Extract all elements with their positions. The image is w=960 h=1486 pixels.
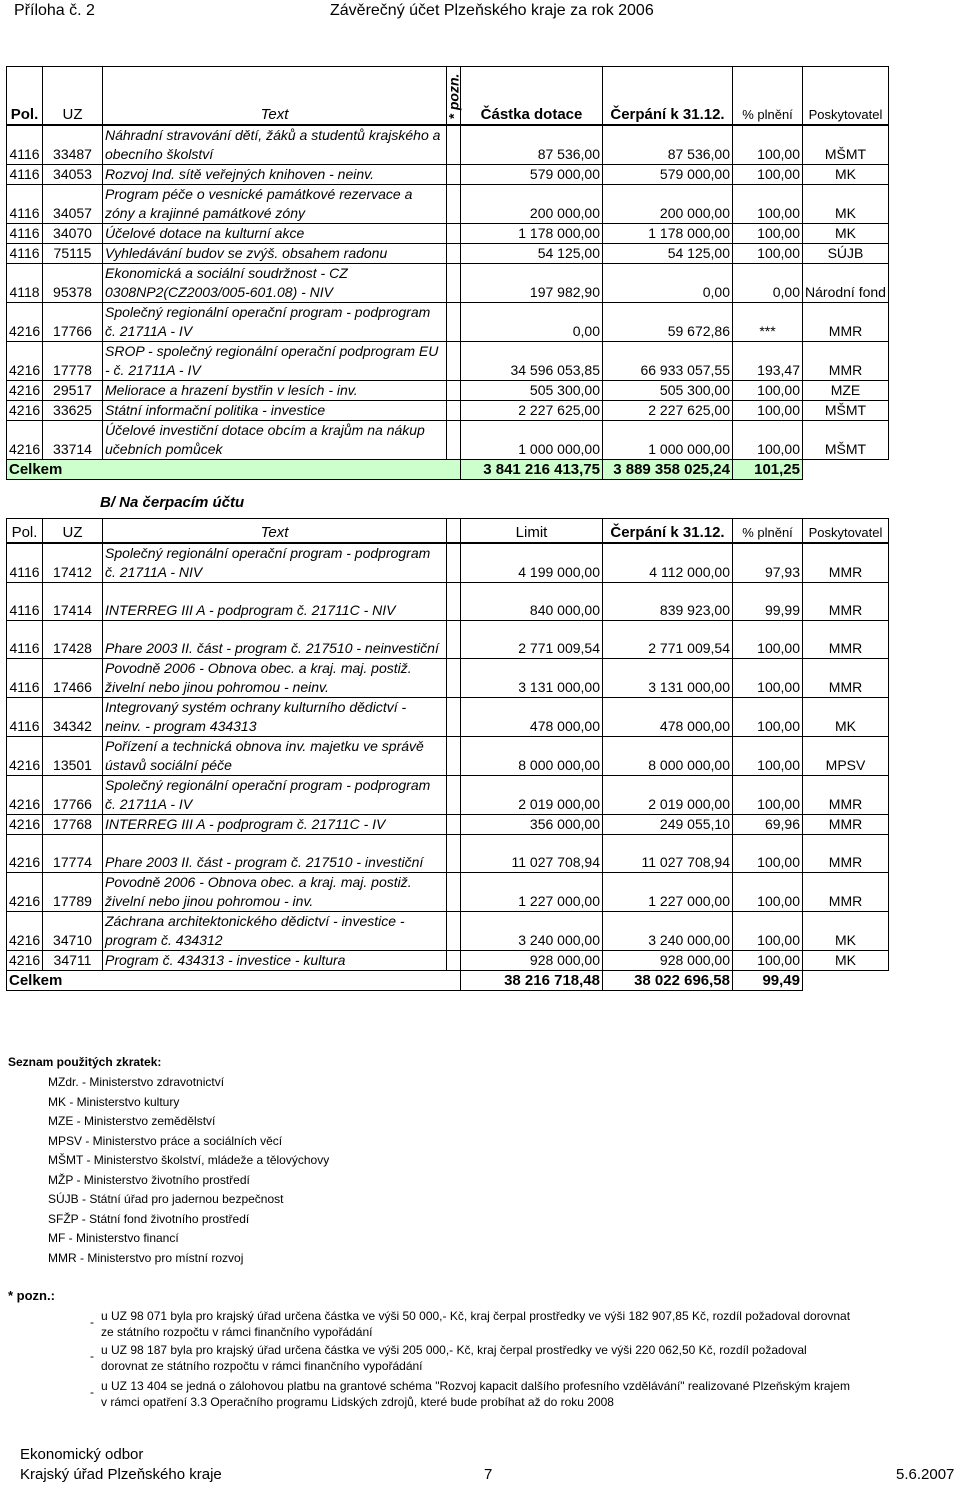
total-label: Celkem — [7, 459, 461, 479]
cell-pozn — [447, 125, 461, 165]
cell-poskytovatel: MZE — [803, 380, 889, 400]
cell-pol: 4116 — [7, 659, 43, 698]
cell-uz: 29517 — [43, 380, 103, 400]
cell-blank — [447, 737, 461, 776]
table-row — [7, 815, 889, 835]
table-row — [7, 184, 889, 223]
note-line: v rámci opatření 3.3 Operačního programu Lidských zdrojů, které bude probíhat až do roku 2008 — [101, 1395, 614, 1409]
note-line: dorovnat ze státního rozpočtu v rámci finančního vypořádání — [101, 1359, 423, 1373]
cell-poskytovatel: MK — [803, 951, 889, 971]
cell-cerpani: 2 019 000,00 — [603, 776, 733, 815]
cell-text: Meliorace a hrazení bystřin v lesích - inv. — [103, 380, 447, 400]
cell-uz: 33487 — [43, 125, 103, 165]
abbreviation-item: MF - Ministerstvo financí — [48, 1231, 179, 1245]
table-row — [7, 243, 889, 263]
cell-limit: 2 019 000,00 — [461, 776, 603, 815]
cell-pol: 4116 — [7, 184, 43, 223]
abbreviation-item: SFŽP - Státní fond životního prostředí — [48, 1211, 250, 1226]
cell-pozn — [447, 263, 461, 302]
table-dotace — [6, 66, 889, 480]
col-plneni: % plnění — [733, 67, 803, 125]
cell-pol: 4216 — [7, 737, 43, 776]
cell-uz: 34070 — [43, 223, 103, 243]
cell-cerpani: 54 125,00 — [603, 243, 733, 263]
table-row — [7, 621, 889, 659]
cell-blank — [447, 815, 461, 835]
cell-castka: 200 000,00 — [461, 184, 603, 223]
cell-castka: 34 596 053,85 — [461, 341, 603, 380]
cell-cerpani: 3 131 000,00 — [603, 659, 733, 698]
cell-pol: 4116 — [7, 243, 43, 263]
cell-text: Společný regionální operační program - podprogram č. 21711A - NIV — [103, 543, 447, 583]
cell-plneni: 100,00 — [733, 420, 803, 459]
cell-plneni: 100,00 — [733, 737, 803, 776]
cell-cerpani: 200 000,00 — [603, 184, 733, 223]
abbreviation-item: MPSV - Ministerstvo práce a sociálních věcí — [48, 1133, 283, 1148]
abbreviation-item: MŽP - Ministerstvo životního prostředí — [48, 1172, 250, 1187]
cell-plneni: 100,00 — [733, 621, 803, 659]
cell-blank — [447, 543, 461, 583]
cell-limit: 2 771 009,54 — [461, 621, 603, 659]
table-row — [7, 263, 889, 302]
cell-poskytovatel: MMR — [803, 583, 889, 621]
section-b-title: B/ Na čerpacím účtu — [100, 494, 245, 511]
cell-limit: 3 131 000,00 — [461, 659, 603, 698]
cell-plneni: 100,00 — [733, 243, 803, 263]
cell-poskytovatel: MMR — [803, 621, 889, 659]
col-plneni: % plnění — [733, 519, 803, 543]
cell-pol: 4216 — [7, 302, 43, 341]
col-poskytovatel: Poskytovatel — [803, 67, 889, 125]
cell-poskytovatel: MMR — [803, 835, 889, 873]
col-castka: Částka dotace — [461, 67, 603, 125]
cell-castka: 1 178 000,00 — [461, 223, 603, 243]
cell-plneni: 69,96 — [733, 815, 803, 835]
note-line: ze státního rozpočtu v rámci finančního vypořádání — [101, 1325, 373, 1339]
cell-poskytovatel: SÚJB — [803, 243, 889, 263]
cell-text: INTERREG III A - podprogram č. 21711C - IV — [103, 815, 447, 835]
cell-limit: 3 240 000,00 — [461, 912, 603, 951]
cell-poskytovatel: Národní fond — [803, 263, 889, 302]
col-pol: Pol. — [7, 67, 43, 125]
cell-poskytovatel: MK — [803, 184, 889, 223]
table-row — [7, 164, 889, 184]
cell-limit: 478 000,00 — [461, 698, 603, 737]
cell-plneni: 100,00 — [733, 659, 803, 698]
cell-poskytovatel: MK — [803, 223, 889, 243]
cell-cerpani: 59 672,86 — [603, 302, 733, 341]
cell-cerpani: 505 300,00 — [603, 380, 733, 400]
cell-plneni: 100,00 — [733, 698, 803, 737]
cell-pol: 4118 — [7, 263, 43, 302]
table-row — [7, 835, 889, 873]
cell-cerpani: 928 000,00 — [603, 951, 733, 971]
cell-uz: 17466 — [43, 659, 103, 698]
table-row — [7, 583, 889, 621]
cell-plneni: 193,47 — [733, 341, 803, 380]
total-plneni: 101,25 — [733, 459, 803, 479]
cell-pol: 4116 — [7, 543, 43, 583]
col-uz: UZ — [43, 519, 103, 543]
cell-pol: 4216 — [7, 912, 43, 951]
note-bullet: - — [90, 1315, 94, 1329]
cell-uz: 17774 — [43, 835, 103, 873]
cell-plneni: 100,00 — [733, 951, 803, 971]
cell-uz: 17428 — [43, 621, 103, 659]
cell-poskytovatel: MK — [803, 698, 889, 737]
cell-uz: 13501 — [43, 737, 103, 776]
abbreviation-item: MŠMT - Ministerstvo školství, mládeže a tělovýchovy — [48, 1153, 330, 1167]
cell-castka: 197 982,90 — [461, 263, 603, 302]
abbreviation-item: SÚJB - Státní úřad pro jadernou bezpečnost — [48, 1192, 284, 1206]
cell-blank — [447, 621, 461, 659]
cell-poskytovatel: MMR — [803, 341, 889, 380]
cell-pol: 4216 — [7, 400, 43, 420]
cell-castka: 0,00 — [461, 302, 603, 341]
cell-poskytovatel: MPSV — [803, 737, 889, 776]
cell-limit: 928 000,00 — [461, 951, 603, 971]
cell-text: Vyhledávání budov se zvýš. obsahem radonu — [103, 243, 447, 263]
cell-plneni: 99,99 — [733, 583, 803, 621]
cell-pozn — [447, 223, 461, 243]
cell-cerpani: 11 027 708,94 — [603, 835, 733, 873]
cell-pol: 4216 — [7, 776, 43, 815]
footer-date: 5.6.2007 — [896, 1466, 955, 1483]
cell-uz: 17768 — [43, 815, 103, 835]
cell-cerpani: 66 933 057,55 — [603, 341, 733, 380]
table-row — [7, 659, 889, 698]
cell-plneni: 100,00 — [733, 835, 803, 873]
col-pozn: * pozn. — [447, 67, 461, 125]
abbreviation-item: MZdr. - Ministerstvo zdravotnictví — [48, 1075, 225, 1089]
cell-cerpani: 579 000,00 — [603, 164, 733, 184]
cell-castka: 2 227 625,00 — [461, 400, 603, 420]
cell-blank — [447, 659, 461, 698]
cell-pol: 4216 — [7, 835, 43, 873]
abbreviation-item: MK - Ministerstvo kultury — [48, 1094, 180, 1109]
note-line: u UZ 13 404 se jedná o zálohovou platbu na grantové schéma "Rozvoj kapacit dalšího profesního vzdělávání" realizované Plzeňským krajem — [101, 1379, 850, 1393]
cell-cerpani: 1 227 000,00 — [603, 873, 733, 912]
cell-text: SROP - společný regionální operační podprogram EU - č. 21711A - IV — [103, 341, 447, 380]
cell-poskytovatel: MK — [803, 912, 889, 951]
cell-plneni: 100,00 — [733, 400, 803, 420]
cell-pol: 4116 — [7, 621, 43, 659]
cell-pozn — [447, 341, 461, 380]
table-row — [7, 776, 889, 815]
table-row — [7, 341, 889, 380]
col-poskytovatel: Poskytovatel — [803, 519, 889, 543]
cell-cerpani: 249 055,10 — [603, 815, 733, 835]
cell-cerpani: 3 240 000,00 — [603, 912, 733, 951]
cell-plneni: 100,00 — [733, 912, 803, 951]
cell-text: Pořízení a technická obnova inv. majetku ve správě ústavů sociální péče — [103, 737, 447, 776]
cell-pol: 4216 — [7, 380, 43, 400]
page-number: 7 — [484, 1466, 493, 1483]
cell-plneni: 100,00 — [733, 380, 803, 400]
cell-text: Účelové investiční dotace obcím a krajům na nákup učebních pomůcek — [103, 420, 447, 459]
cell-uz: 34053 — [43, 164, 103, 184]
table-row — [7, 420, 889, 459]
cell-uz: 34342 — [43, 698, 103, 737]
cell-castka: 1 000 000,00 — [461, 420, 603, 459]
total-empty — [803, 459, 889, 479]
cell-pozn — [447, 380, 461, 400]
cell-uz: 95378 — [43, 263, 103, 302]
cell-cerpani: 8 000 000,00 — [603, 737, 733, 776]
cell-limit: 11 027 708,94 — [461, 835, 603, 873]
cell-poskytovatel: MMR — [803, 776, 889, 815]
cell-text: Phare 2003 II. část - program č. 217510 - investiční — [103, 835, 447, 873]
table-row — [7, 951, 889, 971]
cell-plneni: 100,00 — [733, 873, 803, 912]
cell-cerpani: 478 000,00 — [603, 698, 733, 737]
cell-text: Povodně 2006 - Obnova obec. a kraj. maj. postiž. živelní nebo jinou pohromou - neinv. — [103, 659, 447, 698]
cell-pol: 4116 — [7, 583, 43, 621]
attachment-label: Příloha č. 2 — [14, 2, 95, 19]
table-row — [7, 400, 889, 420]
cell-pozn — [447, 243, 461, 263]
cell-uz: 33714 — [43, 420, 103, 459]
cell-poskytovatel: MŠMT — [803, 125, 889, 165]
cell-text: Záchrana architektonického dědictví - investice - program č. 434312 — [103, 912, 447, 951]
footer-office: Krajský úřad Plzeňského kraje — [20, 1466, 222, 1483]
cell-pozn — [447, 302, 461, 341]
cell-cerpani: 1 178 000,00 — [603, 223, 733, 243]
table-cerpaci-ucet — [6, 518, 889, 991]
abbreviations-title: Seznam použitých zkratek: — [8, 1055, 162, 1069]
cell-text: Integrovaný systém ochrany kulturního dědictví - neinv. - program 434313 — [103, 698, 447, 737]
cell-poskytovatel: MMR — [803, 543, 889, 583]
table-row — [7, 698, 889, 737]
col-uz: UZ — [43, 67, 103, 125]
col-cerpani: Čerpání k 31.12. — [603, 67, 733, 125]
total-label: Celkem — [7, 971, 461, 991]
cell-poskytovatel: MMR — [803, 302, 889, 341]
cell-pol: 4216 — [7, 420, 43, 459]
cell-poskytovatel: MMR — [803, 659, 889, 698]
cell-plneni: 100,00 — [733, 184, 803, 223]
cell-blank — [447, 951, 461, 971]
col-limit: Limit — [461, 519, 603, 543]
cell-uz: 34057 — [43, 184, 103, 223]
table-row — [7, 543, 889, 583]
cell-pozn — [447, 400, 461, 420]
cell-cerpani: 2 227 625,00 — [603, 400, 733, 420]
cell-plneni: 100,00 — [733, 223, 803, 243]
cell-uz: 17789 — [43, 873, 103, 912]
cell-text: Státní informační politika - investice — [103, 400, 447, 420]
cell-text: Povodně 2006 - Obnova obec. a kraj. maj. postiž. živelní nebo jinou pohromou - inv. — [103, 873, 447, 912]
cell-poskytovatel: MK — [803, 164, 889, 184]
cell-plneni: 97,93 — [733, 543, 803, 583]
cell-uz: 33625 — [43, 400, 103, 420]
cell-cerpani: 87 536,00 — [603, 125, 733, 165]
cell-pozn — [447, 164, 461, 184]
table-row — [7, 223, 889, 243]
cell-limit: 4 199 000,00 — [461, 543, 603, 583]
table-row — [7, 912, 889, 951]
cell-pol: 4116 — [7, 164, 43, 184]
cell-limit: 1 227 000,00 — [461, 873, 603, 912]
table-row — [7, 125, 889, 165]
cell-pozn — [447, 420, 461, 459]
cell-plneni: *** — [733, 302, 803, 341]
cell-uz: 17766 — [43, 302, 103, 341]
table-row — [7, 737, 889, 776]
cell-text: Společný regionální operační program - podprogram č. 21711A - IV — [103, 302, 447, 341]
cell-blank — [447, 583, 461, 621]
total-empty — [803, 971, 889, 991]
col-text: Text — [103, 67, 447, 125]
footer-department: Ekonomický odbor — [20, 1446, 144, 1463]
cell-limit: 356 000,00 — [461, 815, 603, 835]
note-line: u UZ 98 187 byla pro krajský úřad určena částka ve výši 205 000,- Kč, kraj čerpal prostředky ve výši 220 062,50 Kč, rozdíl požadoval — [101, 1343, 807, 1357]
document-title: Závěrečný účet Plzeňského kraje za rok 2006 — [330, 2, 654, 19]
cell-uz: 75115 — [43, 243, 103, 263]
total-row — [7, 971, 889, 991]
cell-blank — [447, 873, 461, 912]
cell-poskytovatel: MŠMT — [803, 400, 889, 420]
col-pol: Pol. — [7, 519, 43, 543]
cell-poskytovatel: MMR — [803, 815, 889, 835]
table-row — [7, 380, 889, 400]
cell-text: Náhradní stravování dětí, žáků a studentů krajského a obecního školství — [103, 125, 447, 165]
cell-cerpani: 1 000 000,00 — [603, 420, 733, 459]
cell-text: Program péče o vesnické památkové rezervace a zóny a krajinné památkové zóny — [103, 184, 447, 223]
cell-castka: 54 125,00 — [461, 243, 603, 263]
note-bullet: - — [90, 1349, 94, 1363]
cell-cerpani: 4 112 000,00 — [603, 543, 733, 583]
cell-text: Ekonomická a sociální soudržnost - CZ 0308NP2(CZ2003/005-601.08) - NIV — [103, 263, 447, 302]
cell-cerpani: 2 771 009,54 — [603, 621, 733, 659]
abbreviation-item: MZE - Ministerstvo zemědělství — [48, 1114, 216, 1128]
cell-pol: 4116 — [7, 125, 43, 165]
note-line: u UZ 98 071 byla pro krajský úřad určena částka ve výši 50 000,- Kč, kraj čerpal prostředky ve výši 182 907,85 Kč, rozdíl požadoval dorovnat — [101, 1309, 851, 1323]
cell-plneni: 100,00 — [733, 125, 803, 165]
cell-pol: 4216 — [7, 873, 43, 912]
cell-poskytovatel: MŠMT — [803, 420, 889, 459]
cell-uz: 17766 — [43, 776, 103, 815]
cell-limit: 8 000 000,00 — [461, 737, 603, 776]
cell-limit: 840 000,00 — [461, 583, 603, 621]
abbreviation-item: MMR - Ministerstvo pro místní rozvoj — [48, 1250, 244, 1265]
cell-blank — [447, 698, 461, 737]
cell-pozn — [447, 184, 461, 223]
total-castka: 3 841 216 413,75 — [461, 459, 603, 479]
cell-castka: 505 300,00 — [461, 380, 603, 400]
cell-blank — [447, 835, 461, 873]
cell-pol: 4116 — [7, 223, 43, 243]
cell-plneni: 0,00 — [733, 263, 803, 302]
cell-uz: 34711 — [43, 951, 103, 971]
total-limit: 38 216 718,48 — [461, 971, 603, 991]
cell-castka: 579 000,00 — [461, 164, 603, 184]
cell-text: Účelové dotace na kulturní akce — [103, 223, 447, 243]
cell-uz: 17414 — [43, 583, 103, 621]
total-cerpani: 38 022 696,58 — [603, 971, 733, 991]
note-bullet: - — [90, 1385, 94, 1399]
total-cerpani: 3 889 358 025,24 — [603, 459, 733, 479]
cell-text: Program č. 434313 - investice - kultura — [103, 951, 447, 971]
cell-poskytovatel: MMR — [803, 873, 889, 912]
cell-text: INTERREG III A - podprogram č. 21711C - NIV — [103, 583, 447, 621]
total-plneni: 99,49 — [733, 971, 803, 991]
col-text: Text — [103, 519, 447, 543]
cell-pol: 4116 — [7, 698, 43, 737]
cell-blank — [447, 776, 461, 815]
table-header-row — [7, 67, 889, 125]
total-row — [7, 459, 889, 479]
table-header-row — [7, 519, 889, 543]
cell-blank — [447, 912, 461, 951]
cell-pol: 4216 — [7, 951, 43, 971]
cell-pol: 4216 — [7, 815, 43, 835]
cell-uz: 17412 — [43, 543, 103, 583]
cell-text: Rozvoj Ind. sítě veřejných knihoven - neinv. — [103, 164, 447, 184]
notes-title: * pozn.: — [8, 1288, 55, 1303]
cell-text: Phare 2003 II. část - program č. 217510 - neinvestiční — [103, 621, 447, 659]
table-row — [7, 302, 889, 341]
cell-text: Společný regionální operační program - podprogram č. 21711A - IV — [103, 776, 447, 815]
cell-cerpani: 839 923,00 — [603, 583, 733, 621]
col-cerpani: Čerpání k 31.12. — [603, 519, 733, 543]
cell-cerpani: 0,00 — [603, 263, 733, 302]
cell-castka: 87 536,00 — [461, 125, 603, 165]
cell-plneni: 100,00 — [733, 776, 803, 815]
cell-uz: 17778 — [43, 341, 103, 380]
col-blank — [447, 519, 461, 543]
cell-uz: 34710 — [43, 912, 103, 951]
cell-pol: 4216 — [7, 341, 43, 380]
cell-plneni: 100,00 — [733, 164, 803, 184]
table-row — [7, 873, 889, 912]
